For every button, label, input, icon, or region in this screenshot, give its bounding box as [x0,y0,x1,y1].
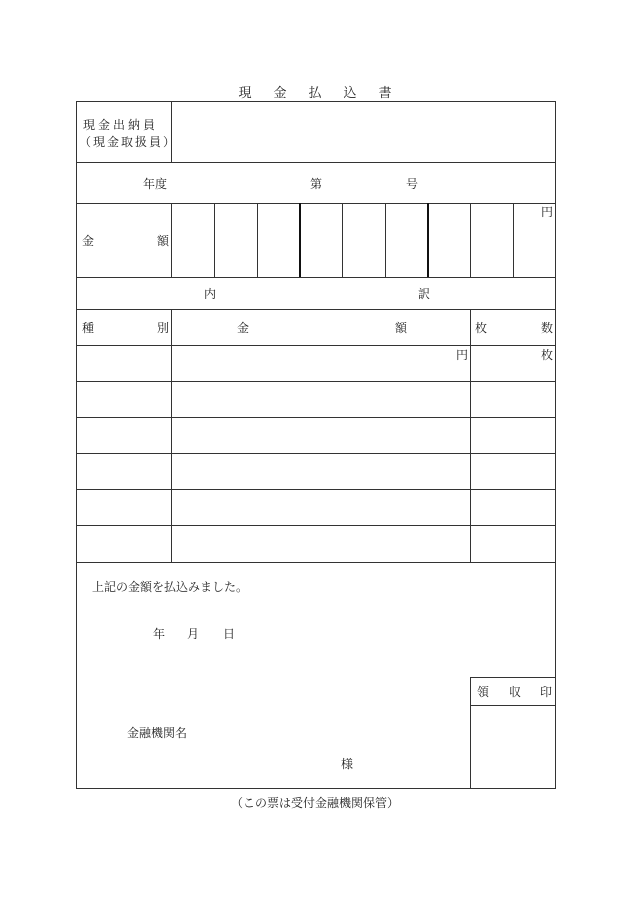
row-count-unit: 枚 [541,348,554,362]
receipt-stamp-area[interactable] [471,706,555,789]
table-row[interactable] [78,346,171,381]
col-type-char1: 種 [82,321,95,335]
fiscal-year-number-field[interactable] [172,163,555,203]
breakdown-char1: 内 [204,287,217,301]
fiscal-year-label: 年度 [143,177,168,191]
col-amount-char1: 金 [237,321,250,335]
row-yen-unit: 円 [456,348,469,362]
institution-label: 金融機関名 [127,726,188,740]
footer-note: （この票は受付金融機関保管） [230,796,399,810]
amount-label-char2: 額 [157,234,170,248]
receipt-char1: 領 [477,685,490,699]
breakdown-char2: 訳 [418,287,431,301]
amount-digit-fields[interactable] [172,204,555,277]
table-row[interactable] [78,526,171,562]
divider-amount [77,277,555,278]
cashier-label: 現金出納員 [83,118,159,132]
number-prefix: 第 [310,177,323,191]
divider-row-6 [77,562,555,563]
col-type-char2: 別 [157,321,170,335]
table-type-divider [171,309,172,562]
table-row[interactable] [78,490,171,525]
table-row[interactable] [78,382,171,417]
payment-statement: 上記の金額を払込みました。 [92,580,249,594]
table-count-divider [470,309,471,562]
col-amount-char2: 額 [395,321,408,335]
col-count-char1: 枚 [475,321,488,335]
cashier-sub-label: （現金取扱員） [79,135,178,149]
form-title: 現金払込書 [238,86,414,101]
amount-label-char1: 金 [82,234,95,248]
date-month-label: 月 [187,627,200,641]
divider-breakdown [77,309,555,310]
receipt-char3: 印 [540,685,553,699]
date-day-label: 日 [223,627,236,641]
table-row[interactable] [78,454,171,489]
honorific: 様 [341,757,354,771]
table-row[interactable] [78,418,171,453]
form-frame [76,101,556,789]
receipt-char2: 収 [509,685,522,699]
number-suffix: 号 [406,177,419,191]
yen-unit: 円 [541,205,554,219]
receipt-box-top [470,677,555,678]
date-year-label: 年 [153,627,166,641]
col-count-char2: 数 [541,321,554,335]
cashier-name-field[interactable] [172,103,555,162]
